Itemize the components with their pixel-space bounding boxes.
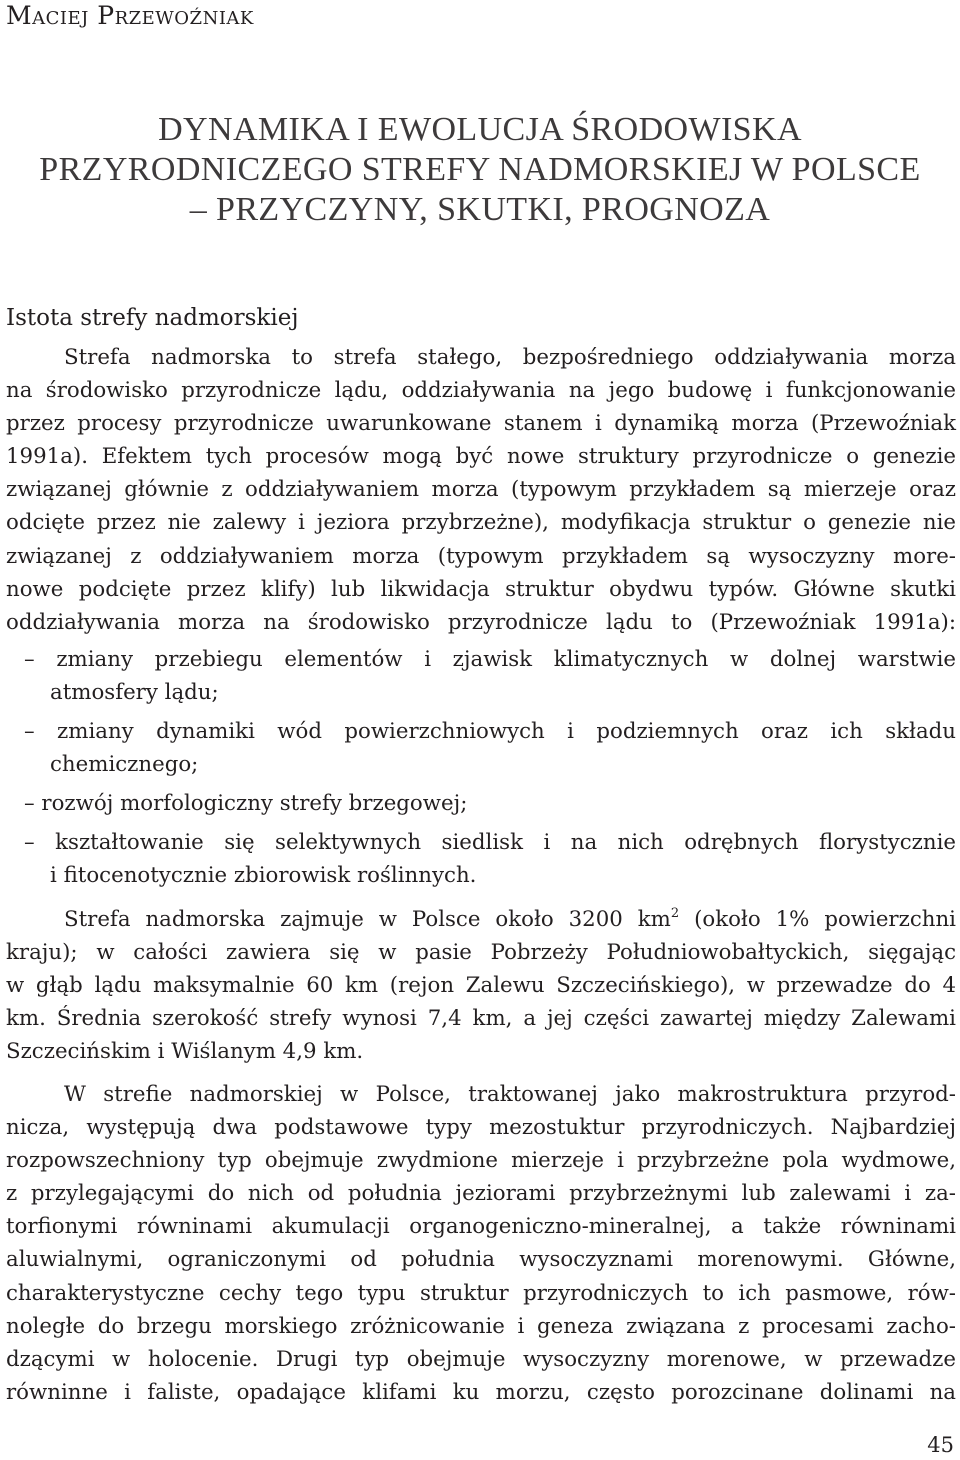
list-item [6,715,956,781]
text-line: nicza, występują dwa podstawowe typy mezostuktur przyrodniczych. Najbardziej [6,1115,956,1141]
text-line: z przylegającymi do nich od południa jeziorami przybrzeżnymi lub zalewami i za- [6,1181,956,1207]
chapter-title-line: PRZYRODNICZEGO STREFY NADMORSKIEJ W POLSCE [39,151,921,188]
chapter-title [0,110,960,230]
text-line: równinne i faliste, opadające klifami ku morzu, często porozcinane dolinami na [6,1379,956,1405]
list-item-text: – zmiany przebiegu elementów i zjawisk klimatycznych w dolnej warstwie [24,646,956,672]
text-line: związanej głównie z oddziaływaniem morza (typowym przykładem są mierzeje oraz [6,477,956,503]
page-number: 45 [927,1433,954,1457]
text-line: aluwialnymi, ograniczonymi od południa wysoczyznami morenowymi. Główne, [6,1247,956,1273]
text-line: Strefa nadmorska to strefa stałego, bezpośredniego oddziaływania morza [64,345,956,370]
paragraph-3 [6,1078,956,1409]
text-line [6,903,956,936]
paragraph-1 [6,341,956,639]
body-text [6,341,956,1409]
text-line: przez procesy przyrodnicze uwarunkowane stanem i dynamiką morza (Przewoźniak [6,411,956,437]
list-item [6,787,956,820]
section-heading: Istota strefy nadmorskiej [6,305,299,331]
bullet-list [6,643,956,893]
text-line: związanej z oddziaływaniem morza (typowym przykładem są wysoczyzny more- [6,543,956,569]
running-header-author: Maciej Przewoźniak [6,1,254,30]
paragraph-2 [6,903,956,1068]
text-line: nowe podcięte przez klify) lub likwidacja struktur obydwu typów. Główne skutki [6,576,956,602]
chapter-title-line: DYNAMIKA I EWOLUCJA ŚRODOWISKA [158,111,802,148]
text-line: na środowisko przyrodnicze lądu, oddziaływania na jego budowę i funkcjonowanie [6,378,956,404]
text-line: kraju); w całości zawiera się w pasie Pobrzeży Południowobałtyckich, sięgając [6,939,956,965]
list-item-text: – kształtowanie się selektywnych siedlisk i na nich odrębnych florystycznie [24,830,956,856]
text-line: w głąb lądu maksymalnie 60 km (rejon Zalewu Szczecińskiego), w przewadze do 4 [6,972,956,998]
list-item [6,643,956,709]
text-line: oddziaływania morza na środowisko przyrodnicze lądu to (Przewoźniak 1991a): [6,609,956,635]
text-line: km. Średnia szerokość strefy wynosi 7,4 km, a jej części zawartej między Zalewami [6,1005,956,1031]
list-item-text: atmosfery lądu; [50,679,219,705]
list-item [6,826,956,892]
list-item-text: chemicznego; [50,752,199,778]
text-line: W strefie nadmorskiej w Polsce, traktowanej jako makrostruktura przyrod- [64,1081,956,1107]
text-line: charakterystyczne cechy tego typu struktur przyrodniczych to ich pasmowe, rów- [6,1280,956,1306]
text-fragment: (około 1% powierzchni [679,906,956,932]
text-line: Szczecińskim i Wiślanym 4,9 km. [6,1038,364,1064]
text-line: odcięte przez nie zalewy i jeziora przybrzeżne), modyfikacja struktur o genezie nie [6,510,956,536]
list-item-text: – rozwój morfologiczny strefy brzegowej; [24,791,468,817]
text-line: torfionymi równinami akumulacji organogeniczno-mineralnej, a także równinami [6,1214,956,1240]
superscript: 2 [670,905,680,921]
list-item-text: i fitocenotycznie zbiorowisk roślinnych. [50,863,477,889]
text-fragment: Strefa nadmorska zajmuje w Polsce około 3200 km [64,906,671,932]
list-item-text: – zmiany dynamiki wód powierzchniowych i podziemnych oraz ich składu [24,719,956,745]
text-line: dzącymi w holocenie. Drugi typ obejmuje wysoczyzny morenowe, w przewadze [6,1346,956,1372]
text-line: rozpowszechniony typ obejmuje zwydmione mierzeje i przybrzeżne pola wydmowe, [6,1148,956,1174]
text-line: noległe do brzegu morskiego zróżnicowanie i geneza związana z procesami zacho- [6,1313,956,1339]
text-line: 1991a). Efektem tych procesów mogą być nowe struktury przyrodnicze o genezie [6,444,956,470]
chapter-title-line: – PRZYCZYNY, SKUTKI, PROGNOZA [189,191,771,228]
